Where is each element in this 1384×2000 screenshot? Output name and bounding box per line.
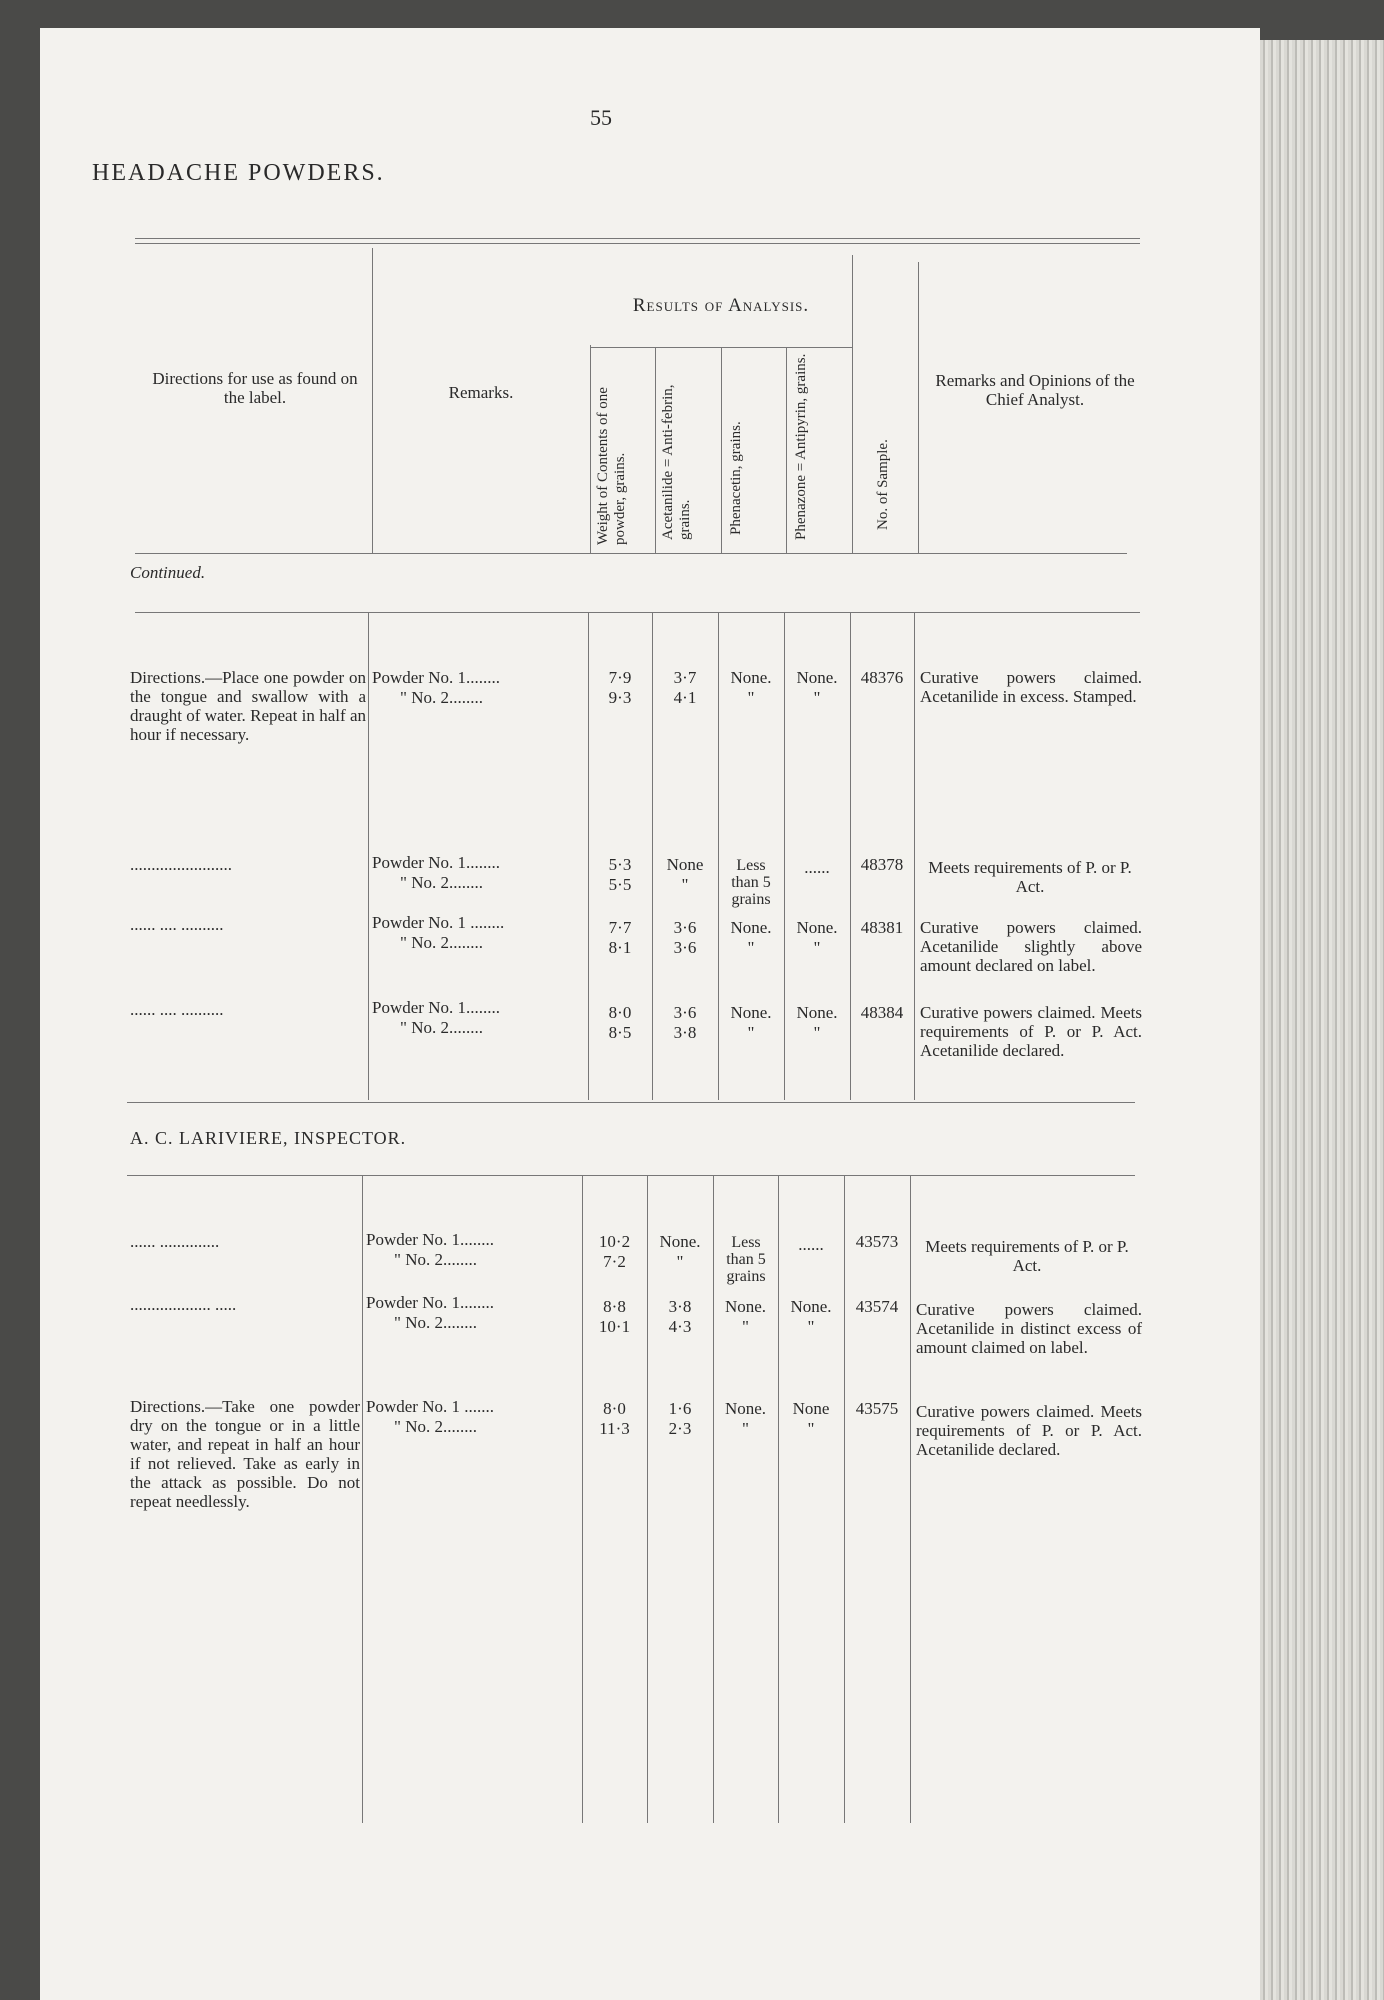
row-weight-2: 7·2 (603, 1252, 626, 1271)
row-opinion: Curative powers claimed. Meets requirements of P. or P. Act. Acetanilide declared. (916, 1402, 1142, 1460)
continued-label: Continued. (130, 563, 206, 582)
row-phenazone-1: None. (796, 1003, 838, 1022)
row-powder-2: " No. 2........ (394, 1313, 477, 1332)
row-phenazone-2: " (813, 1023, 821, 1042)
row-phenacetin-2: " (747, 938, 755, 957)
header-bottom-rule (135, 553, 1127, 554)
row-phenacetin-1: None. (730, 668, 772, 687)
col-sep (368, 612, 369, 1100)
section-inspector: A. C. LARIVIERE, INSPECTOR. (130, 1128, 407, 1148)
top-rule-2 (135, 243, 1140, 244)
row-powder-1: Powder No. 1........ (372, 998, 500, 1017)
row-sample-no: 43574 (855, 1297, 899, 1316)
row-phenazone-2: " (807, 1419, 815, 1438)
row-powder-2: " No. 2........ (394, 1417, 477, 1436)
col-sep (910, 1175, 911, 1823)
row-phenazone-1: None. (796, 668, 838, 687)
row-phenazone-1: None (792, 1399, 830, 1418)
row-powder-1: Powder No. 1........ (366, 1293, 494, 1312)
page-number: 55 (590, 105, 612, 130)
row-weight-1: 7·9 (608, 668, 632, 687)
row-phenazone-1: ...... (804, 858, 830, 877)
row-directions: Directions.—Place one powder on the tongue and swallow with a draught of water. Repeat in half an hour if necessary. (130, 668, 366, 745)
row-weight-1: 8·0 (603, 1399, 626, 1418)
row-directions: ...... .............. (130, 1232, 220, 1251)
row-acetanilide-2: 4·3 (668, 1317, 692, 1336)
row-powder-2: " No. 2........ (400, 688, 483, 707)
row-powder-1: Powder No. 1........ (366, 1230, 494, 1249)
col-sep (844, 1175, 845, 1823)
section2-rule (127, 1175, 1135, 1176)
row-opinion: Curative powers claimed. Acetanilide in excess. Stamped. (920, 668, 1142, 707)
row-phenacetin-1: None. (730, 918, 772, 937)
row-weight-2: 9·3 (608, 688, 632, 707)
row-weight-1: 7·7 (608, 918, 632, 937)
row-opinion: Curative powers claimed. Meets requirements of P. or P. Act. Acetanilide declared. (920, 1003, 1142, 1061)
row-weight-1: 8·0 (608, 1003, 632, 1022)
row-weight-2: 5·5 (608, 875, 632, 894)
row-directions: ...... .... .......... (130, 915, 224, 934)
row-phenacetin-1: None. (724, 1297, 767, 1316)
book-page-edges (1260, 40, 1384, 2000)
row-acetanilide-1: 3·8 (668, 1297, 692, 1316)
col-sep (786, 348, 787, 553)
row-phenacetin-1: Less than 5 grains (726, 1234, 766, 1285)
row-phenazone-1: None. (796, 918, 838, 937)
section1-rule (135, 612, 1140, 613)
row-powder-2: " No. 2........ (400, 873, 483, 892)
row-phenazone-1: None. (790, 1297, 832, 1316)
row-powder-1: Powder No. 1 ........ (372, 913, 505, 932)
row-powder-2: " No. 2........ (394, 1250, 477, 1269)
row-sample-no: 48381 (860, 918, 904, 937)
col-sep (721, 348, 722, 553)
row-acetanilide-2: " (676, 1252, 684, 1271)
row-directions: Directions.—Take one powder dry on the tongue or in a little water, and repeat in half an hour if not relieved. Take as early in the attack as possible. Do not repeat needlessly. (130, 1397, 360, 1512)
col-sep (778, 1175, 779, 1823)
row-powder-1: Powder No. 1........ (372, 668, 500, 687)
row-phenazone-2: " (813, 688, 821, 707)
row-acetanilide-2: " (681, 875, 689, 894)
row-weight-1: 5·3 (608, 855, 632, 874)
row-acetanilide-1: 3·6 (673, 1003, 697, 1022)
row-acetanilide-2: 2·3 (668, 1419, 692, 1438)
header-results: Results of Analysis. (632, 295, 810, 316)
row-weight-2: 10·1 (598, 1317, 631, 1336)
row-acetanilide-1: 3·6 (673, 918, 697, 937)
row-phenazone-1: ...... (798, 1235, 824, 1254)
row-acetanilide-1: 1·6 (668, 1399, 692, 1418)
row-acetanilide-1: None (666, 855, 704, 874)
row-acetanilide-2: 3·6 (673, 938, 697, 957)
section1-bottom-rule (127, 1102, 1135, 1103)
row-phenacetin-1: Less than 5 grains (731, 857, 771, 908)
row-phenacetin-2: " (742, 1317, 749, 1336)
header-acetanilide: Acetanilide = Anti-febrin, grains. (660, 384, 693, 540)
row-weight-2: 11·3 (599, 1419, 630, 1438)
header-weight: Weight of Contents of one powder, grains. (595, 387, 628, 545)
row-powder-1: Powder No. 1 ....... (366, 1397, 494, 1416)
col-sep (362, 1175, 363, 1823)
results-underline (590, 347, 852, 348)
row-acetanilide-1: 3·7 (673, 668, 697, 687)
row-phenacetin-2: " (747, 688, 755, 707)
row-phenacetin-1: None. (730, 1003, 772, 1022)
row-sample-no: 48384 (860, 1003, 904, 1022)
top-rule (135, 238, 1140, 239)
row-weight-1: 10·2 (598, 1232, 631, 1251)
row-phenacetin-2: " (742, 1419, 749, 1438)
header-phenacetin: Phenacetin, grains. (728, 421, 744, 535)
row-phenazone-2: " (813, 938, 821, 957)
row-acetanilide-2: 4·1 (673, 688, 697, 707)
row-acetanilide-1: None. (659, 1232, 701, 1251)
col-sep (647, 1175, 648, 1823)
col-sep (914, 612, 915, 1100)
col-sep (590, 345, 591, 553)
header-opinions: Remarks and Opinions of the Chief Analyst. (935, 371, 1135, 409)
row-weight-1: 8·8 (603, 1297, 626, 1316)
col-sep (655, 348, 656, 553)
col-sep (918, 262, 919, 553)
row-directions: ........................ (130, 855, 232, 874)
row-opinion: Meets requirements of P. or P. Act. (925, 1237, 1129, 1276)
header-remarks: Remarks. (448, 383, 514, 402)
row-powder-2: " No. 2........ (400, 933, 483, 952)
row-opinion: Curative powers claimed. Acetanilide slightly above amount declared on label. (920, 918, 1142, 976)
col-sep (713, 1175, 714, 1823)
row-sample-no: 48376 (860, 668, 904, 687)
row-sample-no: 43573 (855, 1232, 899, 1251)
row-weight-2: 8·1 (608, 938, 632, 957)
row-phenacetin-1: None. (724, 1399, 767, 1418)
header-phenazone: Phenazone = Antipyrin, grains. (793, 353, 809, 540)
row-weight-2: 8·5 (608, 1023, 632, 1042)
row-opinion: Meets requirements of P. or P. Act. (928, 858, 1132, 897)
row-sample-no: 43575 (855, 1399, 899, 1418)
row-opinion: Curative powers claimed. Acetanilide in distinct excess of amount claimed on label. (916, 1300, 1142, 1358)
row-powder-1: Powder No. 1........ (372, 853, 500, 872)
header-sample-no: No. of Sample. (875, 439, 891, 530)
col-sep (582, 1175, 583, 1823)
page-title: HEADACHE POWDERS. (92, 160, 385, 186)
row-acetanilide-2: 3·8 (673, 1023, 697, 1042)
row-powder-2: " No. 2........ (400, 1018, 483, 1037)
row-phenacetin-2: " (747, 1023, 755, 1042)
row-sample-no: 48378 (860, 855, 904, 874)
col-sep (852, 255, 853, 553)
row-phenazone-2: " (807, 1317, 815, 1336)
row-directions: ................... ..... (130, 1295, 237, 1314)
row-directions: ...... .... .......... (130, 1000, 224, 1019)
header-directions: Directions for use as found on the label. (152, 369, 358, 407)
